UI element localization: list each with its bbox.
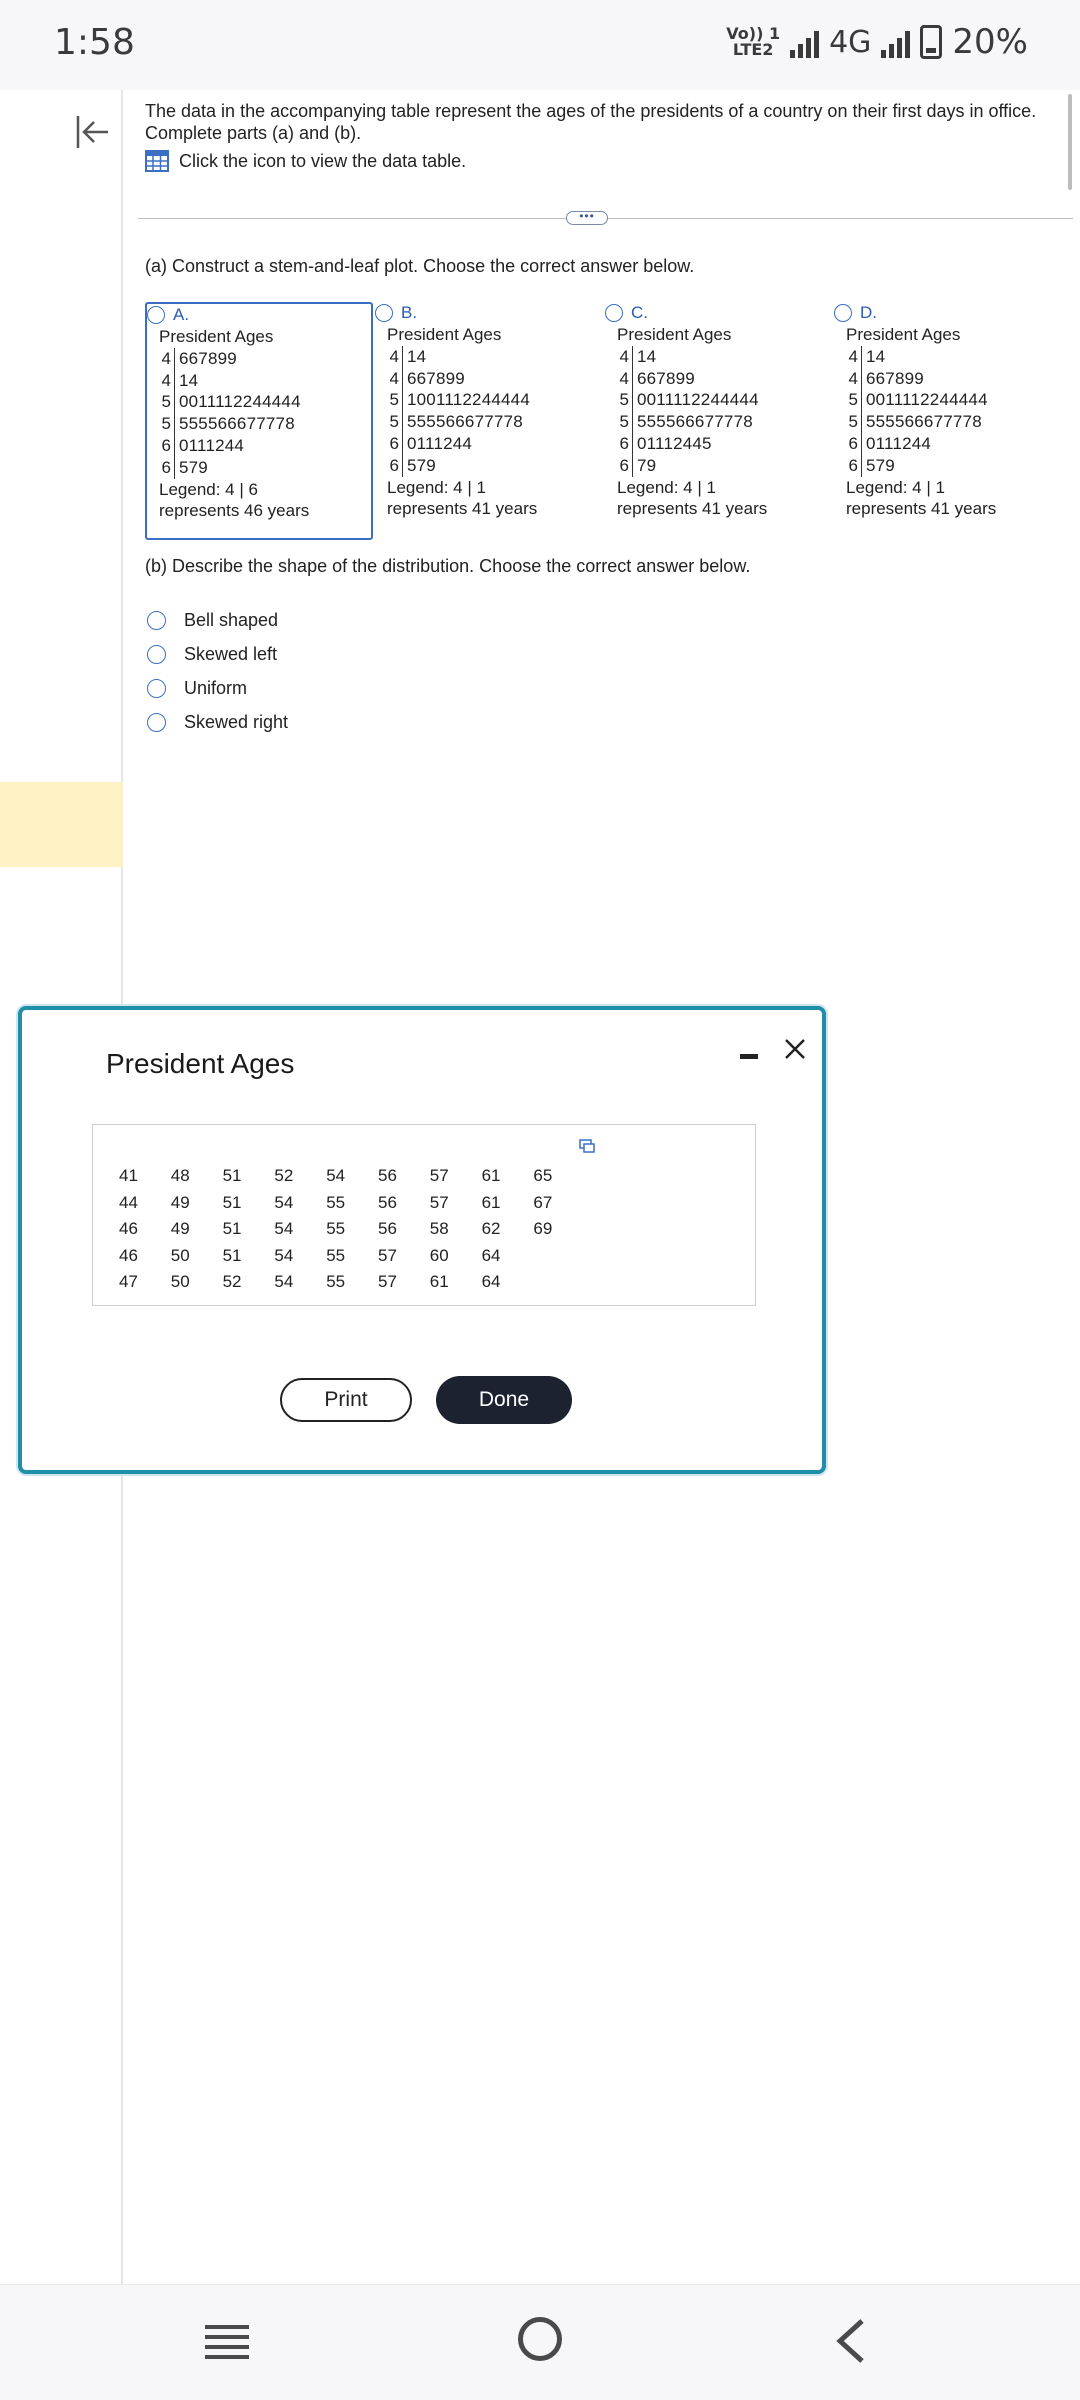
- collapse-panel-icon[interactable]: [72, 112, 112, 152]
- stem-row: [617, 455, 833, 477]
- leaf: 1001112244444: [407, 390, 530, 410]
- data-column: [314, 1163, 366, 1296]
- data-cell: 56: [377, 1166, 397, 1185]
- leaf: 667899: [866, 368, 924, 388]
- data-cell: 54: [326, 1166, 346, 1185]
- stem-leaf-plot: [147, 326, 371, 522]
- leaf: 579: [866, 455, 895, 475]
- data-cell: 50: [170, 1245, 190, 1265]
- stem-row: [617, 389, 833, 411]
- stem-row: [159, 413, 371, 435]
- option-header[interactable]: [375, 302, 603, 324]
- leaf: 0011112244444: [179, 392, 301, 412]
- data-cell: 49: [170, 1192, 190, 1212]
- radio-icon[interactable]: [605, 304, 623, 322]
- option-letter[interactable]: D.: [860, 303, 877, 323]
- stem: 5: [846, 411, 862, 433]
- stem-row: [846, 455, 1062, 477]
- status-time: 1:58: [54, 22, 135, 63]
- data-cell: 62: [481, 1219, 501, 1238]
- leaf: 667899: [179, 348, 237, 368]
- copy-icon[interactable]: [579, 1139, 595, 1153]
- choice-label[interactable]: Bell shaped: [184, 610, 279, 630]
- data-cell: 61: [481, 1166, 501, 1185]
- stem: 4: [846, 368, 862, 390]
- stem-row: [387, 368, 603, 390]
- leaf: 79: [637, 455, 657, 475]
- radio-icon[interactable]: [375, 304, 393, 322]
- leaf: 0111244: [179, 435, 245, 455]
- recent-apps-icon[interactable]: [203, 2321, 251, 2361]
- option-letter[interactable]: A.: [173, 305, 190, 325]
- stem: 5: [159, 413, 175, 435]
- data-cell: 52: [274, 1166, 294, 1185]
- stem-leaf-plot: [605, 324, 833, 520]
- data-cell: 51: [222, 1219, 242, 1238]
- stem: 6: [159, 435, 175, 457]
- data-cell: 41: [119, 1166, 138, 1185]
- stem: 6: [846, 455, 862, 477]
- data-cell: 51: [222, 1245, 242, 1265]
- stem: 6: [617, 455, 633, 477]
- radio-icon[interactable]: [147, 679, 166, 698]
- option-letter[interactable]: C.: [631, 303, 648, 323]
- leaf: 555566677778: [866, 412, 982, 432]
- data-cell: 56: [377, 1219, 397, 1238]
- data-cell: 69: [533, 1219, 553, 1238]
- data-cell: 55: [326, 1245, 346, 1265]
- option-letter[interactable]: B.: [401, 303, 418, 323]
- shape-choice[interactable]: [147, 644, 277, 665]
- legend: Legend: 4 | 1: [387, 477, 486, 497]
- data-column: [107, 1163, 159, 1296]
- signal-icon-2: [881, 26, 910, 58]
- stem-row: [846, 433, 1062, 455]
- choice-label[interactable]: Uniform: [184, 678, 248, 698]
- option-d[interactable]: [834, 302, 1062, 520]
- stem-row: [846, 389, 1062, 411]
- leaf: 14: [407, 346, 427, 366]
- stem: 6: [617, 433, 633, 455]
- data-cell: 61: [481, 1192, 501, 1212]
- data-cell: 67: [533, 1192, 553, 1212]
- dialog-title: President Ages: [106, 1048, 295, 1079]
- status-bar: [0, 0, 1080, 90]
- stem-leaf-plot: [375, 324, 603, 520]
- data-cell: 50: [170, 1272, 190, 1291]
- stem: 4: [617, 346, 633, 368]
- data-column: [211, 1163, 263, 1296]
- plot-title: President Ages: [159, 327, 274, 346]
- data-cell: 55: [326, 1219, 346, 1238]
- scrollbar[interactable]: [1068, 94, 1072, 190]
- data-table: [92, 1124, 756, 1306]
- data-column: [262, 1163, 314, 1296]
- part-b-prompt: (b) Describe the shape of the distribution. Choose the correct answer below.: [145, 556, 751, 576]
- choice-label[interactable]: Skewed left: [184, 644, 278, 664]
- legend-desc: represents 41 years: [387, 499, 538, 519]
- leaf: 555566677778: [179, 414, 295, 434]
- leaf: 555566677778: [637, 412, 753, 432]
- stem-row: [159, 348, 371, 370]
- part-a-prompt: (a) Construct a stem-and-leaf plot. Choose the correct answer below.: [145, 256, 695, 276]
- leaf: 0011112244444: [637, 390, 759, 410]
- option-b[interactable]: [375, 302, 603, 520]
- data-cell: 51: [222, 1166, 242, 1185]
- stem: 5: [387, 411, 403, 433]
- legend: Legend: 4 | 1: [846, 477, 945, 497]
- plot-title: President Ages: [617, 325, 732, 344]
- status-icons: [726, 22, 1028, 62]
- plot-title: President Ages: [846, 325, 961, 344]
- data-cell: 55: [326, 1272, 346, 1291]
- shape-choice[interactable]: [147, 712, 288, 733]
- data-column: [366, 1163, 418, 1296]
- stem-row: [846, 411, 1062, 433]
- legend-desc: represents 41 years: [846, 499, 997, 519]
- stem: 5: [617, 389, 633, 411]
- battery-percent: 20%: [952, 22, 1028, 62]
- data-cell: 46: [119, 1219, 138, 1238]
- option-header[interactable]: [147, 304, 371, 326]
- print-button[interactable]: Print: [280, 1378, 412, 1422]
- close-icon[interactable]: [780, 1034, 810, 1064]
- data-cell: 49: [170, 1219, 190, 1238]
- stem-row: [617, 346, 833, 368]
- done-button[interactable]: Done: [436, 1376, 572, 1424]
- data-cell: 57: [429, 1192, 449, 1212]
- back-icon[interactable]: [828, 2315, 876, 2367]
- leaf: 14: [866, 346, 886, 366]
- data-cell: 52: [222, 1272, 242, 1291]
- data-cell: 64: [481, 1272, 501, 1291]
- shape-choice[interactable]: [147, 610, 278, 631]
- radio-icon[interactable]: [147, 713, 166, 732]
- legend: Legend: 4 | 6: [159, 479, 258, 499]
- stem-row: [617, 411, 833, 433]
- leaf: 667899: [637, 368, 695, 388]
- data-cell: 60: [429, 1245, 449, 1265]
- radio-icon[interactable]: [147, 306, 165, 324]
- leaf: 579: [407, 455, 436, 475]
- leaf: 0111244: [407, 433, 473, 453]
- data-column: [521, 1163, 573, 1296]
- network-type: 4G: [829, 24, 872, 60]
- data-column: [470, 1163, 522, 1296]
- stem: 5: [617, 411, 633, 433]
- battery-icon: [920, 25, 942, 59]
- table-icon[interactable]: [145, 150, 169, 172]
- data-cell: 54: [274, 1245, 294, 1265]
- stem-row: [617, 368, 833, 390]
- stem: 6: [387, 433, 403, 455]
- stem-row: [159, 435, 371, 457]
- stem: 4: [617, 368, 633, 390]
- stem: 6: [159, 457, 175, 479]
- radio-icon[interactable]: [147, 611, 166, 630]
- stem-row: [387, 455, 603, 477]
- stem-row: [846, 346, 1062, 368]
- stem: 4: [387, 346, 403, 368]
- volte-indicator: Vo)) 1 LTE2: [726, 24, 781, 59]
- data-cell: 61: [429, 1272, 449, 1291]
- stem: 5: [846, 389, 862, 411]
- stem-row: [617, 433, 833, 455]
- legend-desc: represents 46 years: [159, 501, 310, 521]
- data-cell: 57: [377, 1272, 397, 1291]
- stem: 5: [387, 389, 403, 411]
- leaf: 0111244: [866, 433, 932, 453]
- data-cell: 44: [119, 1192, 138, 1212]
- data-cell: 46: [119, 1245, 138, 1265]
- shape-choice[interactable]: [147, 678, 247, 699]
- option-header[interactable]: [834, 302, 1062, 324]
- option-header[interactable]: [605, 302, 833, 324]
- rail-highlight: [0, 782, 123, 867]
- data-cell: 51: [222, 1192, 242, 1212]
- stem-row: [387, 389, 603, 411]
- leaf: 667899: [407, 368, 465, 388]
- stem: 4: [159, 370, 175, 392]
- radio-icon[interactable]: [147, 645, 166, 664]
- stem-row: [159, 370, 371, 392]
- data-grid: [107, 1163, 573, 1296]
- stem-row: [159, 391, 371, 413]
- stem-leaf-plot: [834, 324, 1062, 520]
- signal-icon: [790, 26, 819, 58]
- data-cell: 54: [274, 1272, 294, 1291]
- plot-title: President Ages: [387, 325, 502, 344]
- data-cell: 57: [377, 1245, 397, 1265]
- leaf: 14: [637, 346, 657, 366]
- data-column: [159, 1163, 211, 1296]
- data-cell: 65: [533, 1166, 553, 1185]
- stem: 4: [159, 348, 175, 370]
- legend: Legend: 4 | 1: [617, 477, 716, 497]
- data-cell: 57: [429, 1166, 449, 1185]
- stem: 4: [846, 346, 862, 368]
- radio-icon[interactable]: [834, 304, 852, 322]
- question-content: [145, 100, 1065, 172]
- stem: 6: [387, 455, 403, 477]
- data-cell: 58: [429, 1219, 449, 1238]
- data-cell: 54: [274, 1219, 294, 1238]
- expand-ellipsis-button[interactable]: •••: [566, 211, 608, 225]
- legend-desc: represents 41 years: [617, 499, 768, 519]
- data-cell: 54: [274, 1192, 294, 1212]
- data-cell: 48: [170, 1166, 190, 1185]
- home-icon[interactable]: [518, 2317, 562, 2361]
- system-nav-bar: [0, 2284, 1080, 2400]
- data-link-text[interactable]: Click the icon to view the data table.: [179, 150, 467, 171]
- leaf: 14: [179, 370, 199, 390]
- data-cell: 55: [326, 1192, 346, 1212]
- data-column: [418, 1163, 470, 1296]
- stem-row: [159, 457, 371, 479]
- stem-row: [846, 368, 1062, 390]
- leaf: 555566677778: [407, 412, 523, 432]
- stem: 5: [159, 391, 175, 413]
- stem: 6: [846, 433, 862, 455]
- choice-label[interactable]: Skewed right: [184, 712, 289, 732]
- stem: 4: [387, 368, 403, 390]
- option-a[interactable]: [145, 302, 373, 540]
- leaf: 01112445: [637, 433, 712, 453]
- data-table-dialog: [18, 1006, 826, 1474]
- minimize-icon[interactable]: [740, 1054, 758, 1059]
- stem-row: [387, 411, 603, 433]
- leaf: 579: [179, 457, 208, 477]
- option-c[interactable]: [605, 302, 833, 520]
- stem-row: [387, 346, 603, 368]
- question-intro: The data in the accompanying table represent the ages of the presidents of a country on their first days in office. Complete parts (a) and (b).: [145, 101, 1037, 143]
- data-cell: 47: [119, 1272, 138, 1291]
- leaf: 0011112244444: [866, 390, 988, 410]
- data-table-link[interactable]: [145, 150, 1065, 172]
- stem-row: [387, 433, 603, 455]
- data-cell: 56: [377, 1192, 397, 1212]
- data-cell: 64: [481, 1245, 501, 1265]
